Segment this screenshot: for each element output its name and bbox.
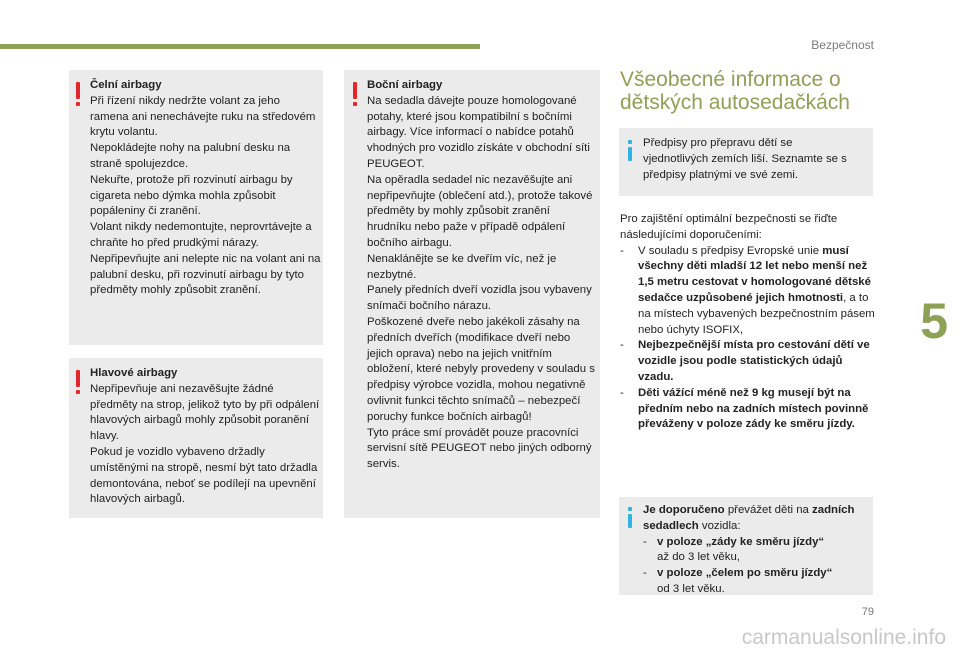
warning-text: Nepřipevňuje ani nezavěšujte žádné předměty na strop, jelikož tyto by při odpálení hlavových airbagů mohly způsobit poranění hlavy. Pokud je vozidlo vybaveno držadly umístěnými na stropě, nesmí být tato držadla demontována, neboť se podílejí na upevnění hlavových airbagů. xyxy=(90,382,320,506)
page-number: 79 xyxy=(861,606,874,618)
recommendations xyxy=(620,212,875,433)
info-box-rear-seats xyxy=(619,497,873,595)
warning-box-head-airbags xyxy=(69,358,323,518)
warning-box-side-airbags xyxy=(344,70,600,518)
page-heading: Všeobecné informace o dětských autosedačkách xyxy=(620,68,850,114)
warning-title: Boční airbagy xyxy=(367,79,443,91)
list-item: - Nejbezpečnější místa pro cestování dětí ve vozidle jsou podle statistických údajů vzadu. xyxy=(620,339,870,383)
section-color-bar xyxy=(0,44,480,49)
section-title: Bezpečnost xyxy=(811,38,874,52)
warning-title: Čelní airbagy xyxy=(90,79,162,91)
warning-title: Hlavové airbagy xyxy=(90,367,178,379)
info-box-regulations xyxy=(619,128,873,196)
list-item: - v poloze „zády ke směru jízdy“ až do 3 let věku, xyxy=(643,535,825,564)
warning-box-front-airbags xyxy=(69,70,323,345)
list-item: - v poloze „čelem po směru jízdy“ od 3 let věku. xyxy=(643,567,833,595)
info-text: Je doporučeno převážet děti na zadních sedadlech vozidla: xyxy=(643,504,855,532)
watermark: carmanualsonline.info xyxy=(741,626,946,649)
info-text: Předpisy pro přepravu dětí se vjednotlivých zemích liší. Seznamte se s předpisy platnými ve své zemi. xyxy=(643,137,847,181)
list-item: - Děti vážící méně než 9 kg musejí být na předním nebo na zadních místech povinně převáženy v poloze zády ke směru jízdy. xyxy=(620,386,869,431)
chapter-number: 5 xyxy=(920,293,948,349)
warning-text: Na sedadla dávejte pouze homologované potahy, které jsou kompatibilní s bočními airbagy. Více informací o nabídce potahů vhodných pro vozidlo získáte v obchodní síti PEUGEOT. Na opěradla sedadel nic nezavěšujte ani nepřipevňujte (oblečení atd.), protože takové předměty by mohly způsobit zranění hrudníku nebo paže v případě odpálení bočního airbagu. Nenaklánějte se ke dveřím víc, než je nezbytné. Panely předních dveří vozidla jsou vybaveny snímači bočního nárazu. Poškozené dveře nebo jakékoli zásahy na předních dveřích (modifikace dveří nebo jejich oprava) nebo na jejich vnitřním obložení, které nebyly provedeny v souladu s předpisy výrobce vozidla, mohou negativně ovlivnit funkci těchto snímačů – nebezpečí poruchy funkce bočních airbagů! Tyto práce smí provádět pouze pracovníci servisní sítě PEUGEOT nebo jiných odborný servis. xyxy=(367,94,595,471)
intro-text: Pro zajištění optimální bezpečnosti se řiďte následujícími doporučeními: xyxy=(620,213,838,241)
warning-text: Při řízení nikdy nedržte volant za jeho ramena ani nenechávejte ruku na středovém krytu volantu. Nepokládejte nohy na palubní desku na straně spolujezdce. Nekuřte, protože při rozvinutí airbagu by cigareta nebo dýmka mohla způsobit popáleniny či zranění. Volant nikdy nedemontujte, neprovrtávejte a chraňte ho před prudkými nárazy. Nepřipevňujte ani nelepte nic na volant ani na palubní desku, při rozvinutí airbagu by tyto předměty mohly způsobit zranění. xyxy=(90,94,321,297)
list-item: - V souladu s předpisy Evropské unie musí všechny děti mladší 12 let nebo menší než 1,5 metru cestovat v homologované dětské sedačce uzpůsobené jejich hmotnosti, a to na místech vybavených bezpečnostním pásem nebo úchyty ISOFIX, xyxy=(620,244,875,336)
